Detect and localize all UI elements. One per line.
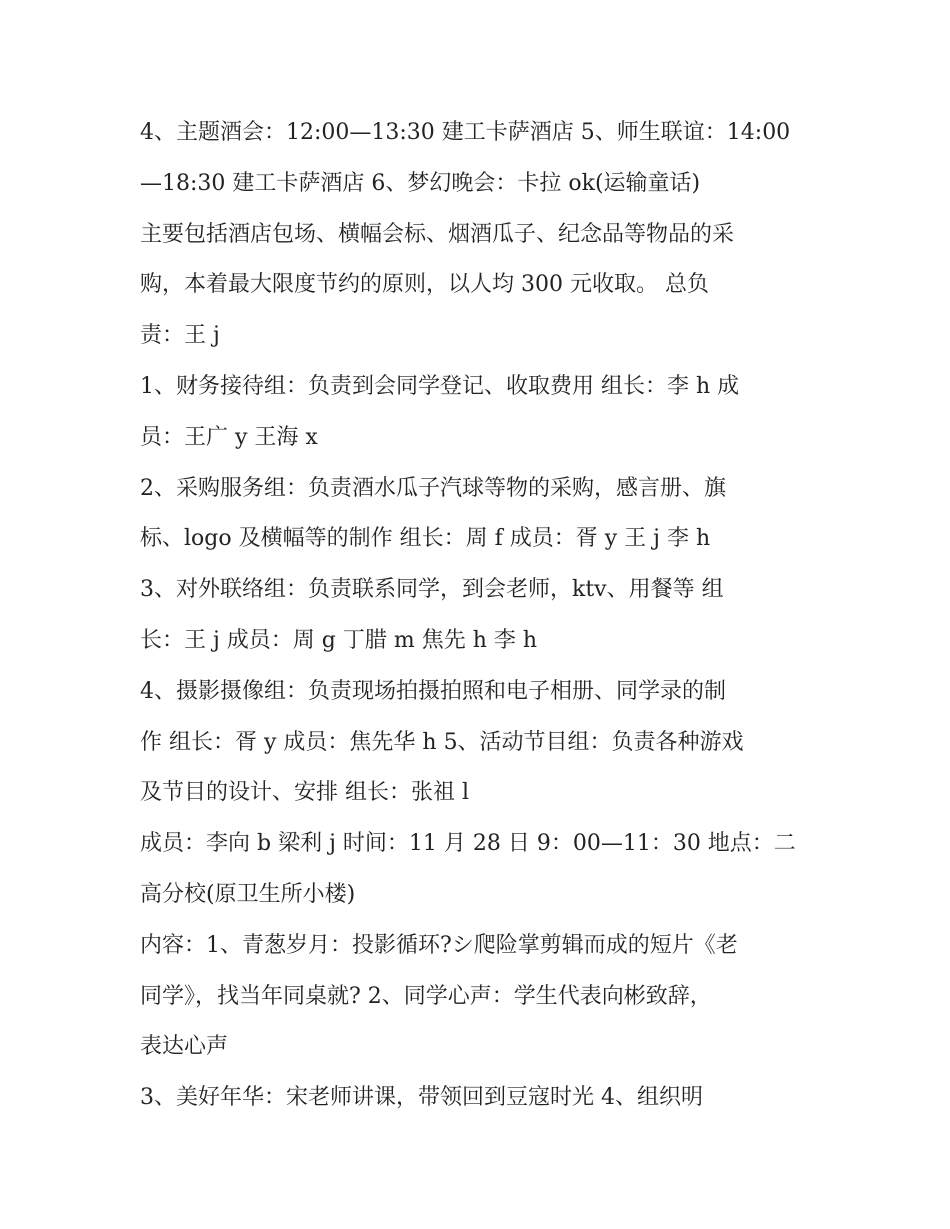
text-line: 标、logo 及横幅等的制作 组长：周 f 成员：胥 y 王 j 李 h: [140, 526, 711, 552]
text-line: 2、采购服务组：负责酒水瓜子汽球等物的采购，感言册、旗: [140, 475, 726, 501]
text-line: 作 组长：胥 y 成员：焦先华 h 5、活动节目组：负责各种游戏: [140, 729, 744, 755]
text-line: 3、美好年华：宋老师讲课，带领回到豆寇时光 4、组织明: [140, 1085, 703, 1111]
text-line: 购，本着最大限度节约的原则，以人均 300 元收取。 总负: [140, 272, 709, 298]
document-body: [140, 108, 820, 1124]
text-line: 表达心声: [140, 1034, 229, 1060]
text-line: 4、主题酒会：12:00—13:30 建工卡萨酒店 5、师生联谊：14:00: [140, 120, 791, 145]
text-line: 责：王 j: [140, 323, 220, 349]
text-line: 1、财务接待组：负责到会同学登记、收取费用 组长：李 h 成: [140, 373, 740, 399]
text-line: —18:30 建工卡萨酒店 6、梦幻晚会：卡拉 ok(运输童话): [140, 170, 701, 196]
text-line: 员：王广 y 王海 x: [140, 424, 318, 450]
text-line: 及节目的设计、安排 组长：张祖 l: [140, 780, 470, 806]
text-line: 高分校(原卫生所小楼): [140, 881, 356, 907]
text-line: 3、对外联络组：负责联系同学，到会老师，ktv、用餐等 组: [140, 577, 724, 603]
text-line: 长：王 j 成员：周 g 丁腊 m 焦先 h 李 h: [140, 627, 538, 653]
text-line: 成员：李向 b 梁利 j 时间：11 月 28 日 9：00—11：30 地点：二: [140, 831, 796, 857]
text-line: 同学》，找当年同桌就? 2、同学心声：学生代表向彬致辞，: [140, 983, 712, 1009]
text-line: 内容：1、青葱岁月：投影循环?シ爬险掌剪辑而成的短片《老: [140, 932, 738, 958]
text-line: 4、摄影摄像组：负责现场拍摄拍照和电子相册、同学录的制: [140, 678, 726, 704]
text-line: 主要包括酒店包场、横幅会标、烟酒瓜子、纪念品等物品的采: [140, 221, 735, 247]
